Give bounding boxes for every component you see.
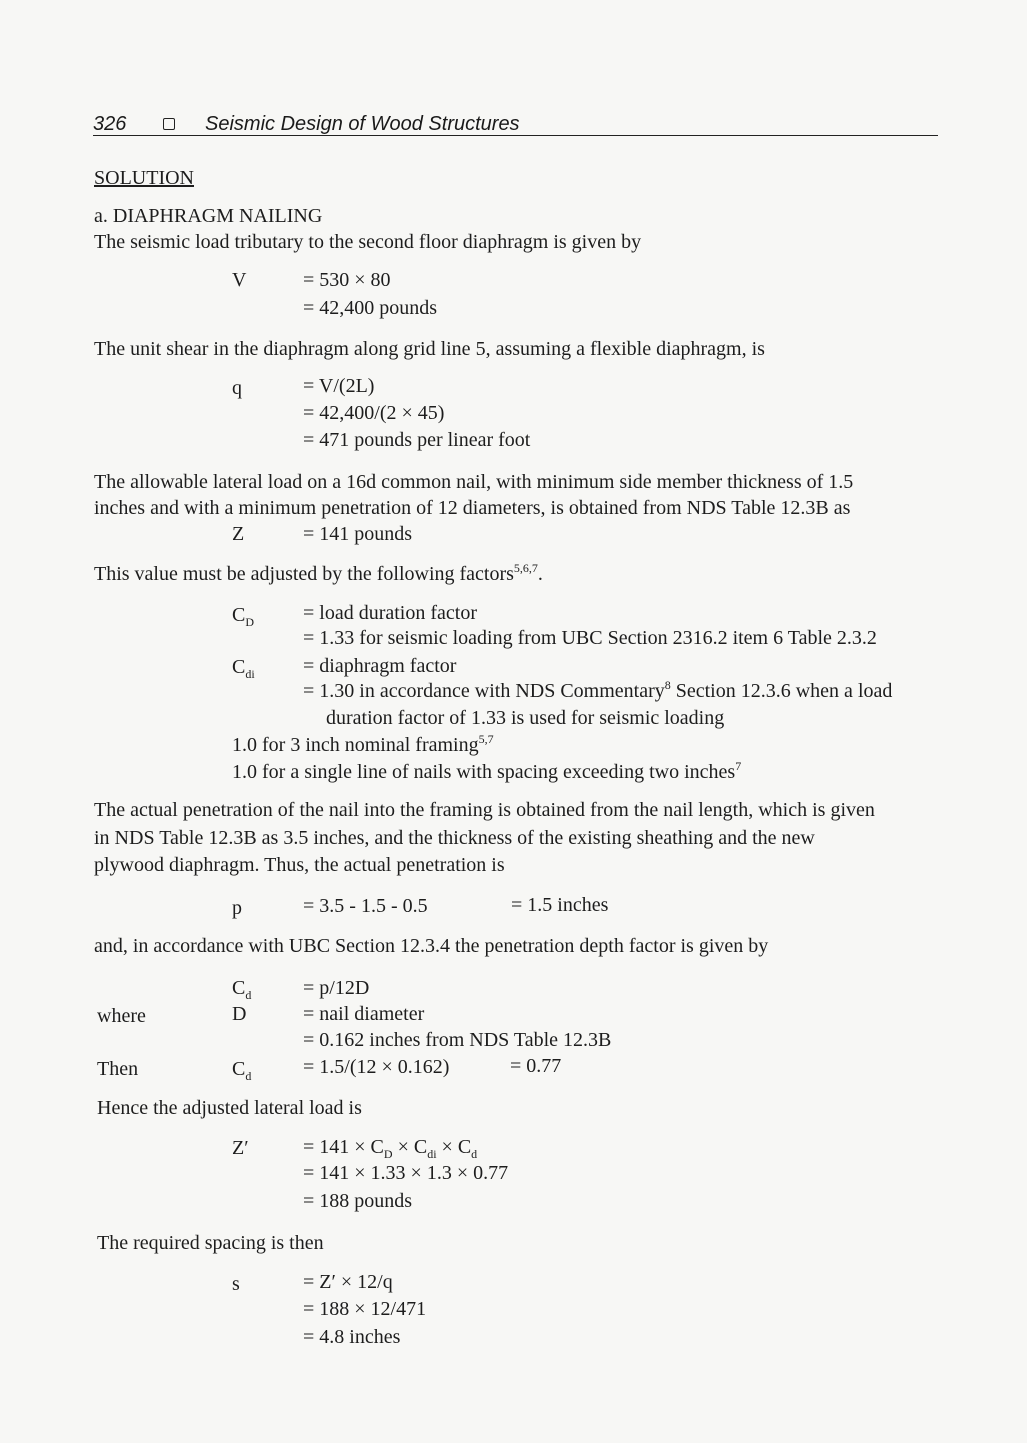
eq-p-line-1: = 3.5 - 1.5 - 0.5	[303, 895, 428, 917]
paragraph-6: and, in accordance with UBC Section 12.3.4 the penetration depth factor is given by	[94, 935, 769, 957]
running-header	[93, 113, 938, 136]
eq-q-symbol: q	[232, 377, 242, 399]
eq-s-symbol: s	[232, 1273, 240, 1295]
paragraph-3-line-2: inches and with a minimum penetration of 12 diameters, is obtained from NDS Table 12.3B as	[94, 497, 851, 519]
eq-v-line-1: = 530 × 80	[303, 269, 391, 291]
factor-cdi-line-2	[303, 679, 892, 705]
factor-cd-symbol	[232, 603, 254, 629]
eq-s-line-1: = Z′ × 12/q	[303, 1271, 393, 1293]
eq-q-line-2: = 42,400/(2 × 45)	[303, 402, 445, 424]
paragraph-8: The required spacing is then	[97, 1232, 324, 1254]
then-result: = 0.77	[510, 1055, 562, 1077]
factor-cdi-symbol	[232, 655, 255, 681]
paragraph-7: Hence the adjusted lateral load is	[97, 1097, 362, 1119]
running-title: Seismic Design of Wood Structures	[205, 113, 520, 135]
factor-nail-line	[232, 760, 741, 786]
factor-cdi-line-2-ref: 8	[664, 678, 671, 692]
eq-zp-line-3: = 188 pounds	[303, 1190, 413, 1212]
paragraph-5-line-1: The actual penetration of the nail into the framing is obtained from the nail length, which is given	[94, 799, 875, 821]
factor-cd-subscript: D	[245, 615, 255, 629]
factor-cdi-line-1: = diaphragm factor	[303, 655, 457, 677]
page-number: 326	[93, 113, 127, 135]
factor-cdi-line-2-text: = 1.30 in accordance with NDS Commentary	[303, 680, 665, 702]
factor-cdi-line-3: duration factor of 1.33 is used for seismic loading	[326, 707, 725, 729]
factor-nail-line-text: 1.0 for a single line of nails with spacing exceeding two inches	[232, 761, 736, 783]
header-box-icon	[163, 118, 175, 130]
eq-zp-sub-1: D	[383, 1147, 393, 1161]
factor-nail-line-ref: 7	[735, 759, 742, 773]
then-letter: C	[232, 1058, 246, 1080]
solution-heading: SOLUTION	[94, 167, 194, 189]
factor-cdi-subscript: di	[245, 667, 255, 681]
factor-framing-refs: 5,7	[478, 732, 494, 746]
eq-zp-line-1-a: = 141 × C	[303, 1136, 384, 1158]
where-label: where	[97, 1005, 146, 1027]
factor-framing	[232, 733, 494, 759]
eq-d-line-2: = 0.162 inches from NDS Table 12.3B	[303, 1029, 612, 1051]
paragraph-5-line-2: in NDS Table 12.3B as 3.5 inches, and the thickness of the existing sheathing and the new	[94, 827, 815, 849]
paragraph-4-refs: 5,6,7	[513, 561, 538, 575]
part-a-heading: a. DIAPHRAGM NAILING	[94, 205, 323, 227]
paragraph-4-text: This value must be adjusted by the following factors	[94, 563, 514, 585]
paragraph-2: The unit shear in the diaphragm along grid line 5, assuming a flexible diaphragm, is	[94, 338, 765, 360]
paragraph-4	[94, 562, 543, 588]
factor-cd-letter: C	[232, 604, 246, 626]
then-subscript: d	[245, 1069, 252, 1083]
paragraph-3-line-1: The allowable lateral load on a 16d common nail, with minimum side member thickness of 1.5	[94, 471, 854, 493]
paragraph-4-period: .	[537, 563, 543, 585]
factor-cdi-line-2-rest: Section 12.3.6 when a load	[670, 680, 893, 702]
paragraph-1: The seismic load tributary to the second floor diaphragm is given by	[94, 231, 642, 253]
eq-z-line-1: = 141 pounds	[303, 523, 413, 545]
eq-zp-line-1-b: × C	[392, 1136, 428, 1158]
then-symbol	[232, 1057, 251, 1083]
then-line: = 1.5/(12 × 0.162)	[303, 1056, 450, 1078]
factor-cd-line-1: = load duration factor	[303, 602, 477, 624]
factor-cdi-letter: C	[232, 656, 246, 678]
eq-zp-line-1	[303, 1135, 477, 1161]
eq-s-line-3: = 4.8 inches	[303, 1326, 401, 1348]
eq-zp-symbol: Z′	[232, 1137, 249, 1159]
eq-zp-line-2: = 141 × 1.33 × 1.3 × 0.77	[303, 1162, 509, 1184]
then-label: Then	[97, 1058, 139, 1080]
factor-cd-line-2: = 1.33 for seismic loading from UBC Section 2316.2 item 6 Table 2.3.2	[303, 627, 877, 649]
eq-q-line-3: = 471 pounds per linear foot	[303, 429, 531, 451]
eq-d-line-1: = nail diameter	[303, 1003, 425, 1025]
eq-cd-subscript: d	[245, 988, 252, 1002]
eq-d-symbol: D	[232, 1003, 247, 1025]
eq-q-line-1: = V/(2L)	[303, 375, 375, 397]
paragraph-5-line-3: plywood diaphragm. Thus, the actual penetration is	[94, 854, 505, 876]
eq-p-symbol: p	[232, 897, 242, 919]
eq-p-result: = 1.5 inches	[511, 894, 609, 916]
eq-cd-line-1: = p/12D	[303, 977, 370, 999]
eq-v-line-2: = 42,400 pounds	[303, 297, 438, 319]
eq-zp-sub-3: d	[471, 1147, 478, 1161]
eq-cd-letter: C	[232, 977, 246, 999]
eq-z-symbol: Z	[232, 523, 245, 545]
eq-s-line-2: = 188 × 12/471	[303, 1298, 427, 1320]
factor-framing-text: 1.0 for 3 inch nominal framing	[232, 734, 479, 756]
eq-zp-line-1-c: × C	[436, 1136, 472, 1158]
eq-zp-sub-2: di	[427, 1147, 437, 1161]
eq-v-symbol: V	[232, 269, 247, 291]
eq-cd-symbol	[232, 976, 251, 1002]
